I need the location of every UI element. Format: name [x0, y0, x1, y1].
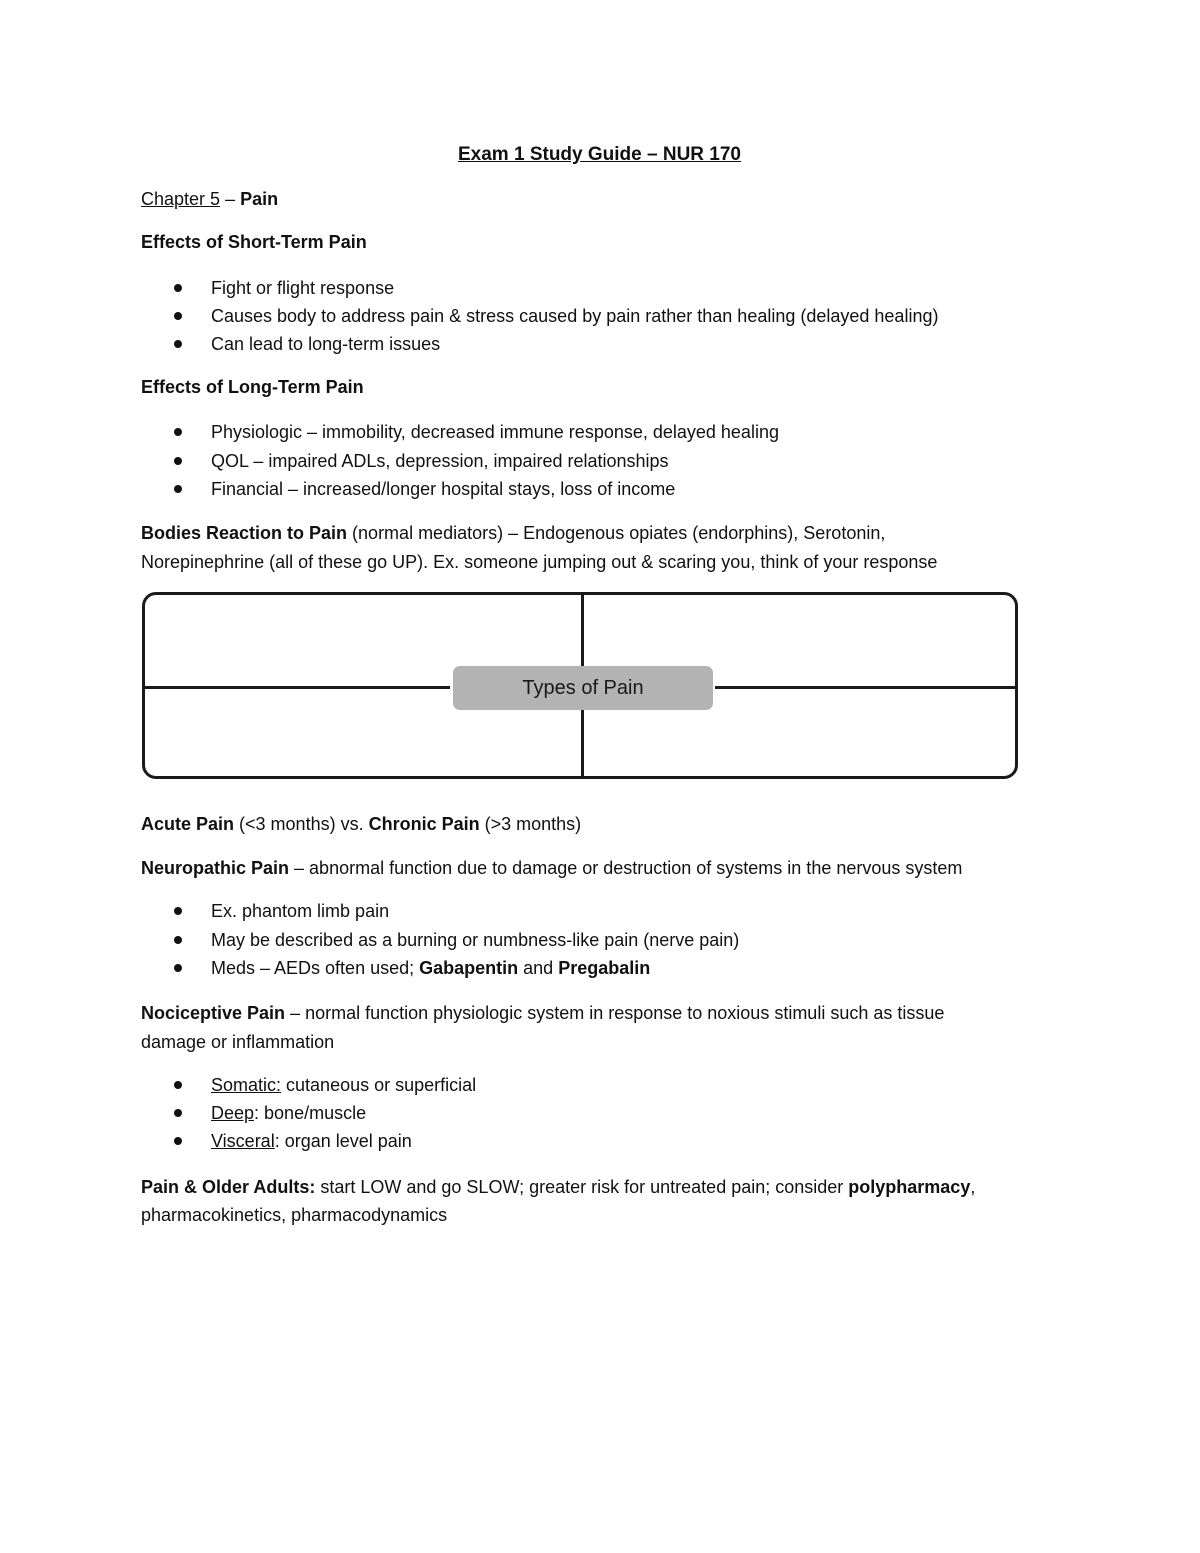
bullet-icon — [174, 1137, 182, 1145]
list-item-text — [211, 1128, 412, 1154]
bullet-icon — [174, 312, 182, 320]
bullet-icon — [174, 964, 182, 972]
list-item-text: Can lead to long-term issues — [211, 334, 441, 354]
neuropathic-line — [141, 855, 962, 881]
bullet-icon — [174, 284, 182, 292]
acute-pain-term: Acute Pain — [141, 814, 235, 834]
list-item-text — [211, 1072, 476, 1098]
types-of-pain-diagram — [142, 592, 1018, 779]
bullet-icon — [174, 1109, 182, 1117]
term-desc: cutaneous or superficial — [281, 1075, 477, 1095]
bodies-reaction-heading: Bodies Reaction to Pain — [141, 523, 348, 543]
nociceptive-text: – normal function physiologic system in response to noxious stimuli such as tissue — [285, 1003, 945, 1023]
short-term-heading: Effects of Short-Term Pain — [141, 232, 367, 252]
chronic-pain-term: Chronic Pain — [368, 814, 480, 834]
list-item-text: Fight or flight response — [211, 278, 395, 298]
list-item-text: Ex. phantom limb pain — [211, 901, 390, 921]
acute-pain-text: (<3 months) vs. — [234, 814, 369, 834]
older-adults-line-2: pharmacokinetics, pharmacodynamics — [141, 1205, 448, 1225]
term-deep: Deep — [211, 1103, 255, 1123]
list-item-text: May be described as a burning or numbness-like pain (nerve pain) — [211, 930, 740, 950]
meds-conjunction: and — [518, 958, 559, 978]
drug-gabapentin: Gabapentin — [419, 958, 519, 978]
list-item-text — [211, 955, 650, 981]
list-item-text: Causes body to address pain & stress caused by pain rather than healing (delayed healing) — [211, 306, 939, 326]
meds-prefix: Meds – AEDs often used; — [211, 958, 420, 978]
polypharmacy-term: polypharmacy — [848, 1177, 971, 1197]
bullet-icon — [174, 340, 182, 348]
neuropathic-text: – abnormal function due to damage or destruction of systems in the nervous system — [289, 858, 963, 878]
older-adults-heading: Pain & Older Adults: — [141, 1177, 316, 1197]
list-item-text: Physiologic – immobility, decreased immune response, delayed healing — [211, 422, 779, 442]
bodies-reaction-line-1 — [141, 520, 885, 546]
older-adults-line-1 — [141, 1174, 975, 1200]
chapter-separator: – — [220, 189, 241, 209]
list-item-text: QOL – impaired ADLs, depression, impaired relationships — [211, 451, 669, 471]
chapter-line — [141, 186, 278, 212]
term-visceral: Visceral — [211, 1131, 275, 1151]
term-desc: : organ level pain — [274, 1131, 412, 1151]
types-of-pain-label: Types of Pain — [453, 666, 713, 710]
bodies-reaction-text: (normal mediators) – Endogenous opiates (endorphins), Serotonin, — [347, 523, 886, 543]
term-desc: : bone/muscle — [254, 1103, 367, 1123]
drug-pregabalin: Pregabalin — [558, 958, 651, 978]
chronic-pain-text: (>3 months) — [479, 814, 582, 834]
bullet-icon — [174, 457, 182, 465]
list-item-text: Financial – increased/longer hospital stays, loss of income — [211, 479, 676, 499]
acute-chronic-line — [141, 811, 581, 837]
chapter-topic: Pain — [240, 189, 279, 209]
bullet-icon — [174, 907, 182, 915]
chapter-label: Chapter 5 — [141, 189, 221, 209]
document-title: Exam 1 Study Guide – NUR 170 — [458, 144, 741, 165]
term-somatic: Somatic: — [211, 1075, 282, 1095]
nociceptive-heading: Nociceptive Pain — [141, 1003, 286, 1023]
older-adults-comma: , — [970, 1177, 976, 1197]
bullet-icon — [174, 428, 182, 436]
list-item-text — [211, 1100, 366, 1126]
bullet-icon — [174, 485, 182, 493]
bullet-icon — [174, 936, 182, 944]
long-term-heading: Effects of Long-Term Pain — [141, 377, 364, 397]
older-adults-text: start LOW and go SLOW; greater risk for untreated pain; consider — [315, 1177, 849, 1197]
diagram-left-divider — [145, 686, 450, 689]
bullet-icon — [174, 1081, 182, 1089]
neuropathic-heading: Neuropathic Pain — [141, 858, 290, 878]
nociceptive-line-2: damage or inflammation — [141, 1032, 335, 1052]
nociceptive-line-1 — [141, 1000, 944, 1026]
diagram-right-divider — [715, 686, 1018, 689]
bodies-reaction-line-2: Norepinephrine (all of these go UP). Ex. someone jumping out & scaring you, think of your response — [141, 552, 938, 572]
